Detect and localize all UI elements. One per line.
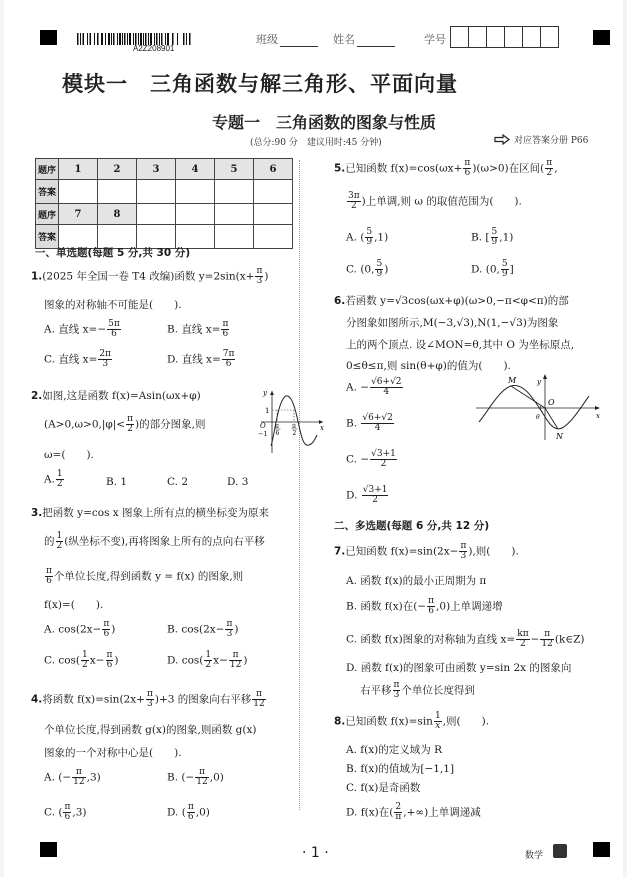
segment-om (511, 386, 545, 408)
question-5-stem-line2: $\frac{3\pi}{2}$ )上单调,则 ω 的取值范围为( ). (348, 191, 522, 211)
option-c[interactable]: C. cos( $\frac{1}{2}$ x− $\frac{\pi}{6}$ ) (44, 650, 119, 670)
question-number: 5 (215, 159, 254, 180)
y-axis-arrow (543, 374, 547, 379)
option-c[interactable]: C. − $\frac{√3+1}{2}$ (346, 449, 396, 469)
question-number (215, 204, 254, 225)
option-b[interactable]: B. cos(2x− $\frac{\pi}{3}$ ) (167, 619, 239, 639)
y-label: y (537, 378, 541, 386)
question-number: 4 (176, 159, 215, 180)
question-number: 1. (31, 270, 43, 283)
table-row (36, 204, 293, 225)
answer-reference-text: 对应答案分册 P66 (514, 136, 589, 146)
point-n-label: N (556, 432, 563, 441)
question-3-stem-line2: 的 $\frac{1}{2}$ (纵坐标不变),再将图象上所有的点向右平移 (44, 531, 265, 551)
question-number (254, 204, 293, 225)
question-6-stem-line4: 0≤θ≤π,则 sin(θ+φ)的值为( ). (346, 360, 511, 372)
student-id-box[interactable] (469, 27, 487, 47)
option-b[interactable]: B. $\frac{√6+√2}{4}$ (346, 413, 393, 433)
question-4-stem-line2: 个单位长度,得到函数 g(x)的图象,则函数 g(x) (44, 724, 257, 736)
question-6-stem-line2: 分图象如图所示,M(−3,√3),N(1,−√3)为图象 (346, 317, 559, 329)
option-d[interactable]: D. 3 (227, 476, 249, 488)
option-b[interactable]: B. 直线 x= $\frac{\pi}{6}$ (167, 319, 229, 339)
option-b[interactable]: B. (− $\frac{\pi}{12}$ ,0) (167, 767, 224, 787)
option-a[interactable]: A. 函数 f(x)的最小正周期为 π (346, 575, 487, 587)
answer-cell[interactable] (59, 180, 98, 204)
option-c[interactable]: C. 函数 f(x)图象的对称轴为直线 x= $\frac{k\pi}{2}$ − $\frac{\pi}{12}$ (k∈Z) (346, 629, 585, 649)
option-d-line2: 右平移 $\frac{\pi}{3}$ 个单位长度得到 (360, 680, 475, 700)
tick-label-pi6-den: 6 (275, 430, 280, 437)
section-title-single-choice: 一、单选题(每题 5 分,共 30 分) (35, 247, 191, 259)
tick-label-1: 1 (265, 407, 270, 415)
origin-label: O (548, 398, 555, 407)
option-a[interactable]: A. (− $\frac{\pi}{12}$ ,3) (44, 767, 101, 787)
question-number: 3 (137, 159, 176, 180)
option-a[interactable]: A. 直线 x=− $\frac{5\pi}{6}$ (44, 319, 120, 339)
question-number (176, 204, 215, 225)
fraction: $\frac{\pi}{3}$ (256, 266, 263, 286)
student-id-box[interactable] (541, 27, 558, 47)
score-time-info: (总分:90 分 建议用时:45 分钟) (250, 138, 382, 148)
theta-label: θ (536, 414, 540, 421)
answer-table (35, 158, 293, 249)
question-number: 2. (31, 390, 43, 402)
table-row (36, 159, 293, 180)
page-number: · 1 · (302, 845, 329, 861)
tick-label-pi-num: π (275, 423, 279, 430)
option-b[interactable]: B. 1 (106, 476, 128, 488)
student-id-boxes[interactable] (450, 26, 559, 48)
student-id-box[interactable] (523, 27, 541, 47)
row-label: 题序 (36, 204, 59, 225)
answer-cell[interactable] (254, 180, 293, 204)
registration-marker-top-left (40, 30, 57, 45)
question-6-stem-line3: 上的两个顶点. 设∠MON=θ,其中 O 为坐标原点, (346, 339, 575, 351)
answer-cell[interactable] (215, 180, 254, 204)
question-number: 5. (334, 162, 346, 175)
barcode-number: A2Z208901 (133, 44, 175, 53)
name-field[interactable] (333, 31, 395, 47)
module-title: 模块一 三角函数与解三角形、平面向量 (62, 72, 458, 96)
student-id-box[interactable] (451, 27, 469, 47)
question-number: 6. (334, 295, 346, 307)
registration-marker-top-right (593, 30, 610, 45)
question-6-stem: 6.若函数 y=√3cos(ωx+φ)(ω>0,−π<φ<π)的部 (334, 295, 569, 307)
column-divider (299, 160, 300, 810)
answer-cell[interactable] (98, 180, 137, 204)
option-c[interactable]: C. f(x)是奇函数 (346, 782, 421, 794)
row-label: 答案 (36, 180, 59, 204)
tick-label-pi-num: π (292, 423, 296, 430)
option-d[interactable]: D. (0, $\frac{5}{9}$ ] (471, 259, 514, 279)
name-blank[interactable] (357, 36, 395, 47)
question-number: 4. (31, 693, 43, 706)
stem-text: (2025 年全国一卷 T4 改编)函数 y=2sin(x+ (42, 270, 255, 283)
option-b[interactable]: B. 函数 f(x)在(− $\frac{\pi}{6}$ ,0)上单调递增 (346, 596, 503, 616)
row-label: 答案 (36, 225, 59, 249)
cosine-curve (479, 385, 589, 428)
question-1-stem (31, 267, 269, 286)
question-7-stem: 7.已知函数 f(x)=sin(2x− $\frac{\pi}{3}$ ),则( ). (334, 541, 519, 561)
option-c[interactable]: C. ( $\frac{\pi}{6}$ ,3) (44, 802, 87, 822)
question-number: 8. (334, 715, 346, 728)
student-id-box[interactable] (487, 27, 505, 47)
arrow-right-icon (494, 134, 510, 145)
question-6-graph (474, 372, 604, 442)
question-3-stem: 3.把函数 y=cos x 图象上所有点的横坐标变为原来 (31, 507, 270, 519)
tick-label-pi2-den: 2 (292, 430, 297, 437)
option-b[interactable]: B. f(x)的值域为[−1,1] (346, 763, 455, 775)
question-number: 7. (334, 545, 346, 558)
table-row (36, 180, 293, 204)
option-d[interactable]: D. 直线 x= $\frac{7\pi}{6}$ (167, 349, 235, 369)
registration-marker-bottom-left (40, 842, 57, 857)
option-b[interactable]: B. [ $\frac{5}{9}$ ,1) (471, 227, 514, 247)
question-2-stem-line3: ω=( ). (44, 449, 94, 461)
answer-cell[interactable] (176, 180, 215, 204)
question-number: 6 (254, 159, 293, 180)
question-4-stem: 4.将函数 f(x)=sin(2x+ $\frac{\pi}{3}$ )+3 的图象向右平移 $\frac{\pi}{12}$ (31, 689, 265, 709)
option-a[interactable]: A. f(x)的定义域为 R (346, 744, 443, 756)
question-number (137, 204, 176, 225)
answer-cell[interactable] (254, 225, 293, 249)
y-label: y (263, 389, 267, 397)
option-a[interactable]: A. − $\frac{√6+√2}{4}$ (346, 377, 402, 397)
student-id-box[interactable] (505, 27, 523, 47)
sine-curve (271, 396, 317, 446)
option-c[interactable]: C. 2 (167, 476, 189, 488)
x-label: x (596, 412, 600, 420)
question-5-stem: 5.已知函数 f(x)=cos(ωx+ $\frac{\pi}{6}$ )(ω>0)在区间( $\frac{\pi}{2}$ , (334, 158, 558, 178)
question-number: 7 (59, 204, 98, 225)
origin-label: O (260, 422, 266, 430)
class-label: 班级 (256, 33, 278, 46)
topic-title: 专题一 三角函数的图象与性质 (212, 113, 437, 132)
question-number: 1 (59, 159, 98, 180)
question-1-stem-line2: 图象的对称轴不可能是( ). (44, 299, 182, 311)
section-title-multiple-choice: 二、多选题(每题 6 分,共 12 分) (334, 520, 490, 532)
question-3-stem-line4: f(x)=( ). (44, 599, 104, 611)
name-label: 姓名 (333, 33, 355, 46)
option-a[interactable]: A. $\frac{1}{2}$ (44, 469, 63, 489)
question-number: 3. (31, 507, 43, 519)
answer-cell[interactable] (215, 225, 254, 249)
option-a[interactable]: A. cos(2x− $\frac{\pi}{6}$ ) (44, 619, 116, 639)
option-c[interactable]: C. 直线 x= $\frac{2\pi}{3}$ (44, 349, 112, 369)
row-label: 题序 (36, 159, 59, 180)
class-blank[interactable] (280, 36, 318, 47)
stem-text: ) (264, 270, 269, 283)
question-2-graph (257, 387, 327, 457)
y-axis-arrow (270, 391, 274, 395)
exam-page (4, 0, 623, 877)
question-3-stem-line3: $\frac{\pi}{6}$ 个单位长度,得到函数 y = f(x) 的图象,则 (46, 566, 244, 586)
tick-label-neg1: −1 (258, 430, 268, 438)
option-d[interactable]: D. cos( $\frac{1}{2}$ x− $\frac{\pi}{12}$ ) (167, 650, 248, 670)
option-c[interactable]: C. (0, $\frac{5}{9}$ ) (346, 259, 389, 279)
question-8-stem: 8.已知函数 f(x)=sin $\frac{1}{x}$ ,则( ). (334, 711, 490, 731)
point-m-label: M (508, 376, 517, 385)
option-d[interactable]: D. 函数 f(x)的图象可由函数 y=sin 2x 的图象向 (346, 662, 572, 674)
subject-label: 数学 (525, 851, 544, 861)
registration-marker-bottom-right (593, 842, 610, 857)
answer-cell[interactable] (137, 180, 176, 204)
option-a[interactable]: A. ( $\frac{5}{9}$ ,1) (346, 227, 389, 247)
option-d[interactable]: D. ( $\frac{\pi}{6}$ ,0) (167, 802, 210, 822)
publisher-logo-icon (553, 844, 567, 858)
question-number: 8 (98, 204, 137, 225)
answer-reference (494, 133, 588, 146)
question-2-stem: 2.如图,这是函数 f(x)=Asin(ωx+φ) (31, 390, 201, 402)
question-number: 2 (98, 159, 137, 180)
option-d[interactable]: D. f(x)在( $\frac{2}{\pi}$ ,+∞)上单调递减 (346, 802, 481, 822)
x-label: x (320, 424, 324, 432)
question-4-stem-line3: 图象的一个对称中心是( ). (44, 747, 182, 759)
option-d[interactable]: D. $\frac{√3+1}{2}$ (346, 485, 388, 505)
x-axis-arrow (595, 406, 600, 410)
class-field[interactable] (256, 31, 318, 47)
question-2-stem-line2: (A>0,ω>0,|φ|< $\frac{\pi}{2}$ )的部分图象,则 (44, 414, 206, 434)
student-id-label: 学号 (424, 33, 446, 46)
